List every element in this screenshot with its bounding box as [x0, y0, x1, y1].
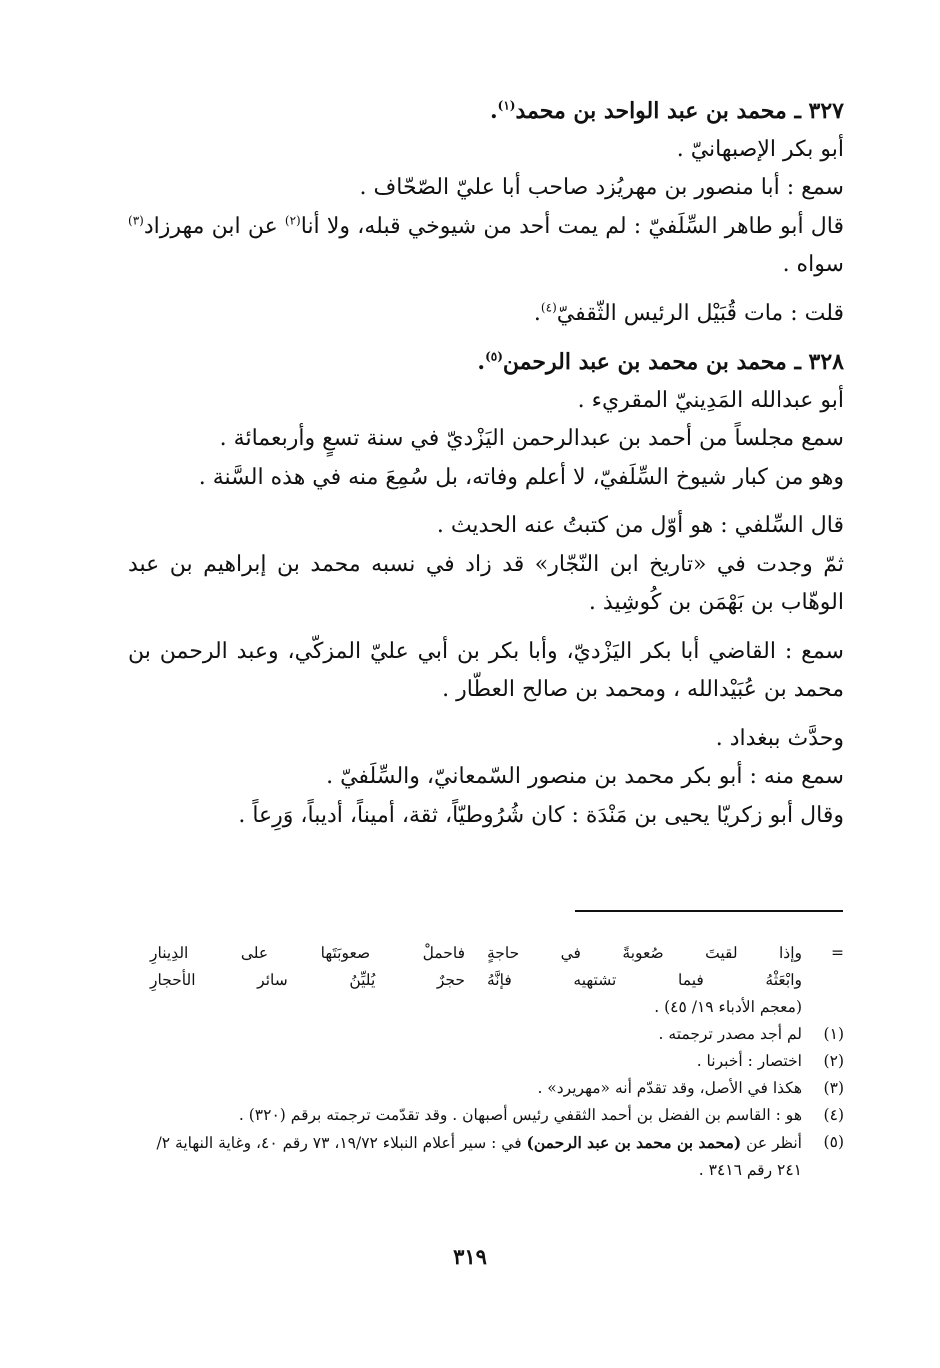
footnote-ref: (٣): [128, 213, 144, 228]
entry-328-najjar: ثمّ وجدت في «تاريخ ابن النّجّار» قد زاد في نسبه محمد بن إبراهيم بن عبد الوهّاب بن بَهْمَن بن كُوشِيذ .: [128, 551, 844, 615]
verse-first-hemistich: وإذا لقيتَ صُعوبةً في حاجةٍ: [487, 944, 802, 962]
entry-328-sami-minhu: سمع منه : أبو بكر محمد بن منصور السّمعانيّ، والسِّلَفيّ .: [326, 764, 844, 789]
footnote-text: [150, 1129, 802, 1184]
entry-327-kunya: أبو بكر الإصبهانيّ .: [676, 136, 844, 162]
verse-first-hemistich: وابْعَثْهُ فيما تشتهيه فإنَّهُ: [487, 971, 802, 989]
entry-327-silafi-quote: [128, 208, 844, 285]
footnote-item: [150, 1021, 844, 1048]
footnote-text: هكذا في الأصل، وقد تقدّم أنه «مهريرد» .: [537, 1079, 802, 1097]
quote-text: قال أبو طاهر السِّلَفيّ : لم يمت أحد من شيوخي قبله، ولا أنا: [300, 213, 844, 239]
entry-327-comment: [128, 295, 844, 334]
quote-text: عن ابن مهرزاد: [143, 213, 285, 239]
footnote-text: اختصار : أخبرنا .: [696, 1052, 802, 1070]
footnote-number: (١): [823, 1025, 844, 1043]
comment-text: قلت : مات قُبَيْل الرئيس الثّقفيّ: [556, 300, 844, 326]
footnote-divider: [575, 910, 843, 912]
punctuation: .: [533, 300, 541, 326]
poem-verse: [150, 967, 802, 994]
continuation-mark: =: [831, 944, 844, 962]
footnote-item: [150, 1075, 844, 1102]
entry-327-heard: سمع : أبا منصور بن مهريُزد صاحب أبا عليّ الصّحّاف .: [359, 175, 844, 200]
footnote-text-part: في : سير أعلام النبلاء ١٩/٧٢، ٧٣ رقم ٤٠، وغاية النهاية ٢/ ٢٤١ رقم ٣٤١٦ .: [156, 1134, 802, 1179]
entry-328-haddath: وحدَّث ببغداد .: [715, 725, 844, 751]
verse-second-hemistich: حجرٌ يُليِّنُ سائر الأحجارِ: [150, 971, 465, 989]
footnote-number: (٢): [823, 1052, 844, 1070]
poem: [150, 940, 802, 1021]
footnote-number: (٥): [823, 1133, 844, 1151]
entry-328-sami: سمع : القاضي أبا بكر اليَزْديّ، وأبا بكر بن أبي عليّ المزكّي، وعبد الرحمن بن محمد بن عُبَيْدالله ، ومحمد بن صالح العطّار .: [128, 638, 844, 702]
footnote-number: (٣): [823, 1079, 844, 1097]
footnote-item: [150, 1102, 844, 1129]
entry-328-heading: [128, 343, 844, 382]
entry-328-awwal: قال السِّلفي : هو أوّل من كتبتُ عنه الحديث .: [436, 513, 844, 538]
footnote-number: (٤): [823, 1106, 844, 1124]
poem-source: (معجم الأدباء ١٩/ ٤٥) .: [654, 998, 802, 1016]
quote-text: سواه .: [782, 252, 844, 277]
poem-verse: [150, 940, 802, 967]
entry-heading-text: ٣٢٧ ـ محمد بن عبد الواحد بن محمد: [515, 98, 844, 124]
footnote-bold-name: (محمد بن محمد بن عبد الرحمن): [526, 1133, 742, 1152]
footnotes: [150, 940, 844, 1184]
footnote-item: [150, 1048, 844, 1075]
entry-heading-text: ٣٢٨ ـ محمد بن محمد بن عبد الرحمن: [502, 349, 844, 375]
footnote-ref: (٥): [485, 349, 503, 364]
punctuation: .: [477, 349, 486, 375]
footnote-ref: (١): [497, 98, 516, 113]
entry-328-majlis: سمع مجلساً من أحمد بن عبدالرحمن اليَزْديّ في سنة تسعٍ وأربعمائة .: [219, 426, 844, 451]
entry-328-kibar: وهو من كبار شيوخ السِّلَفيّ، لا أعلم وفاته، بل سُمِعَ منه في هذه السَّنة .: [198, 464, 844, 490]
footnote-continuation: [150, 940, 844, 1021]
punctuation: .: [489, 98, 498, 124]
footnote-text: هو : القاسم بن الفضل بن أحمد الثقفي رئيس أصبهان . وقد تقدّمت ترجمته برقم (٣٢٠) .: [238, 1106, 802, 1124]
footnote-ref: (٢): [284, 213, 301, 228]
main-text: [128, 92, 844, 835]
footnote-text-part: أنظر عن: [741, 1134, 802, 1152]
verse-second-hemistich: فاحملْ صعوبَتَها على الدِينارِ: [150, 944, 465, 962]
page-number: ٣١٩: [453, 1244, 487, 1269]
entry-328-manda: وقال أبو زكريّا يحيى بن مَنْدَة : كان شُرُوطيّاً، ثقة، أميناً، أديباً، وَرِعاً .: [238, 802, 844, 828]
entry-328-kunya: أبو عبدالله المَدِينيّ المقريء .: [577, 387, 844, 413]
footnote-ref: (٤): [540, 300, 557, 315]
footnote-item: [150, 1129, 844, 1184]
footnote-text: لم أجد مصدر ترجمته .: [658, 1025, 802, 1043]
entry-327-heading: [128, 92, 844, 131]
